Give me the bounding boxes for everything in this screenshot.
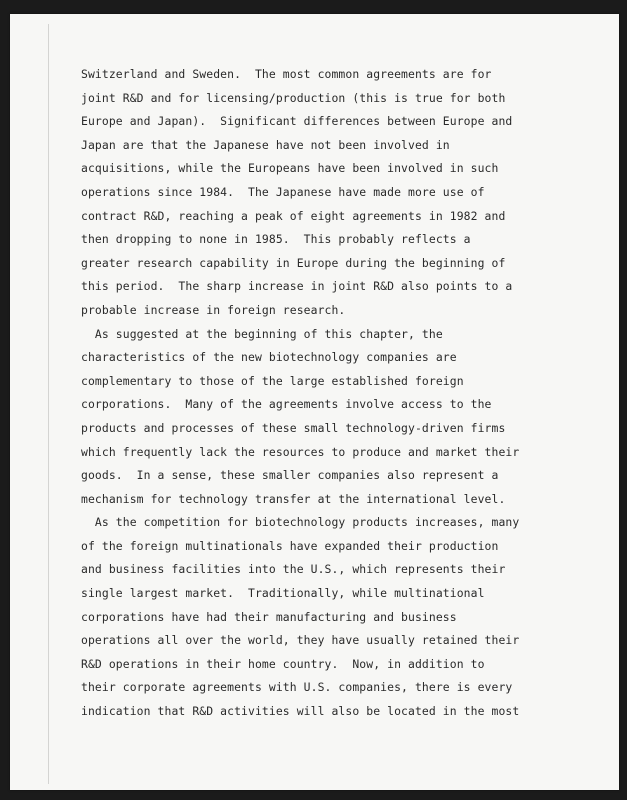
text-line: operations all over the world, they have usually retained their: [81, 633, 520, 648]
text-line: probable increase in foreign research.: [81, 302, 346, 317]
text-line: characteristics of the new biotechnology companies are: [81, 350, 457, 365]
text-line: complementary to those of the large established foreign: [81, 373, 464, 388]
text-line: this period. The sharp increase in joint R&D also points to a: [81, 279, 513, 294]
text-line: then dropping to none in 1985. This probably reflects a: [81, 232, 471, 247]
text-line: contract R&D, reaching a peak of eight agreements in 1982 and: [81, 208, 506, 223]
text-line: corporations have had their manufacturing and business: [81, 609, 457, 624]
text-line: Japan are that the Japanese have not been involved in: [81, 137, 450, 152]
text-line: which frequently lack the resources to produce and market their: [81, 444, 520, 459]
text-line: their corporate agreements with U.S. companies, there is every: [81, 680, 513, 695]
text-line: Switzerland and Sweden. The most common agreements are for: [81, 67, 492, 81]
body-text: [81, 63, 601, 724]
text-line: operations since 1984. The Japanese have made more use of: [81, 184, 485, 199]
text-line: products and processes of these small technology-driven firms: [81, 420, 506, 435]
text-line: and business facilities into the U.S., which represents their: [81, 562, 506, 577]
text-line: corporations. Many of the agreements involve access to the: [81, 397, 492, 412]
text-line: Europe and Japan). Significant differences between Europe and: [81, 114, 513, 129]
text-line: goods. In a sense, these smaller companies also represent a: [81, 468, 499, 483]
text-line: mechanism for technology transfer at the international level.: [81, 491, 506, 506]
text-line: joint R&D and for licensing/production (this is true for both: [81, 90, 506, 105]
text-line: acquisitions, while the Europeans have been involved in such: [81, 161, 499, 176]
margin-rule: [48, 24, 49, 784]
paragraph-start-line: As the competition for biotechnology products increases, many: [81, 515, 520, 530]
paragraph-start-line: As suggested at the beginning of this chapter, the: [81, 326, 443, 341]
text-line: greater research capability in Europe during the beginning of: [81, 255, 506, 270]
text-line: indication that R&D activities will also be located in the most: [81, 704, 520, 719]
text-line: single largest market. Traditionally, while multinational: [81, 586, 485, 601]
text-line: of the foreign multinationals have expanded their production: [81, 538, 499, 553]
document-page: [10, 14, 619, 790]
text-line: R&D operations in their home country. Now, in addition to: [81, 656, 485, 671]
